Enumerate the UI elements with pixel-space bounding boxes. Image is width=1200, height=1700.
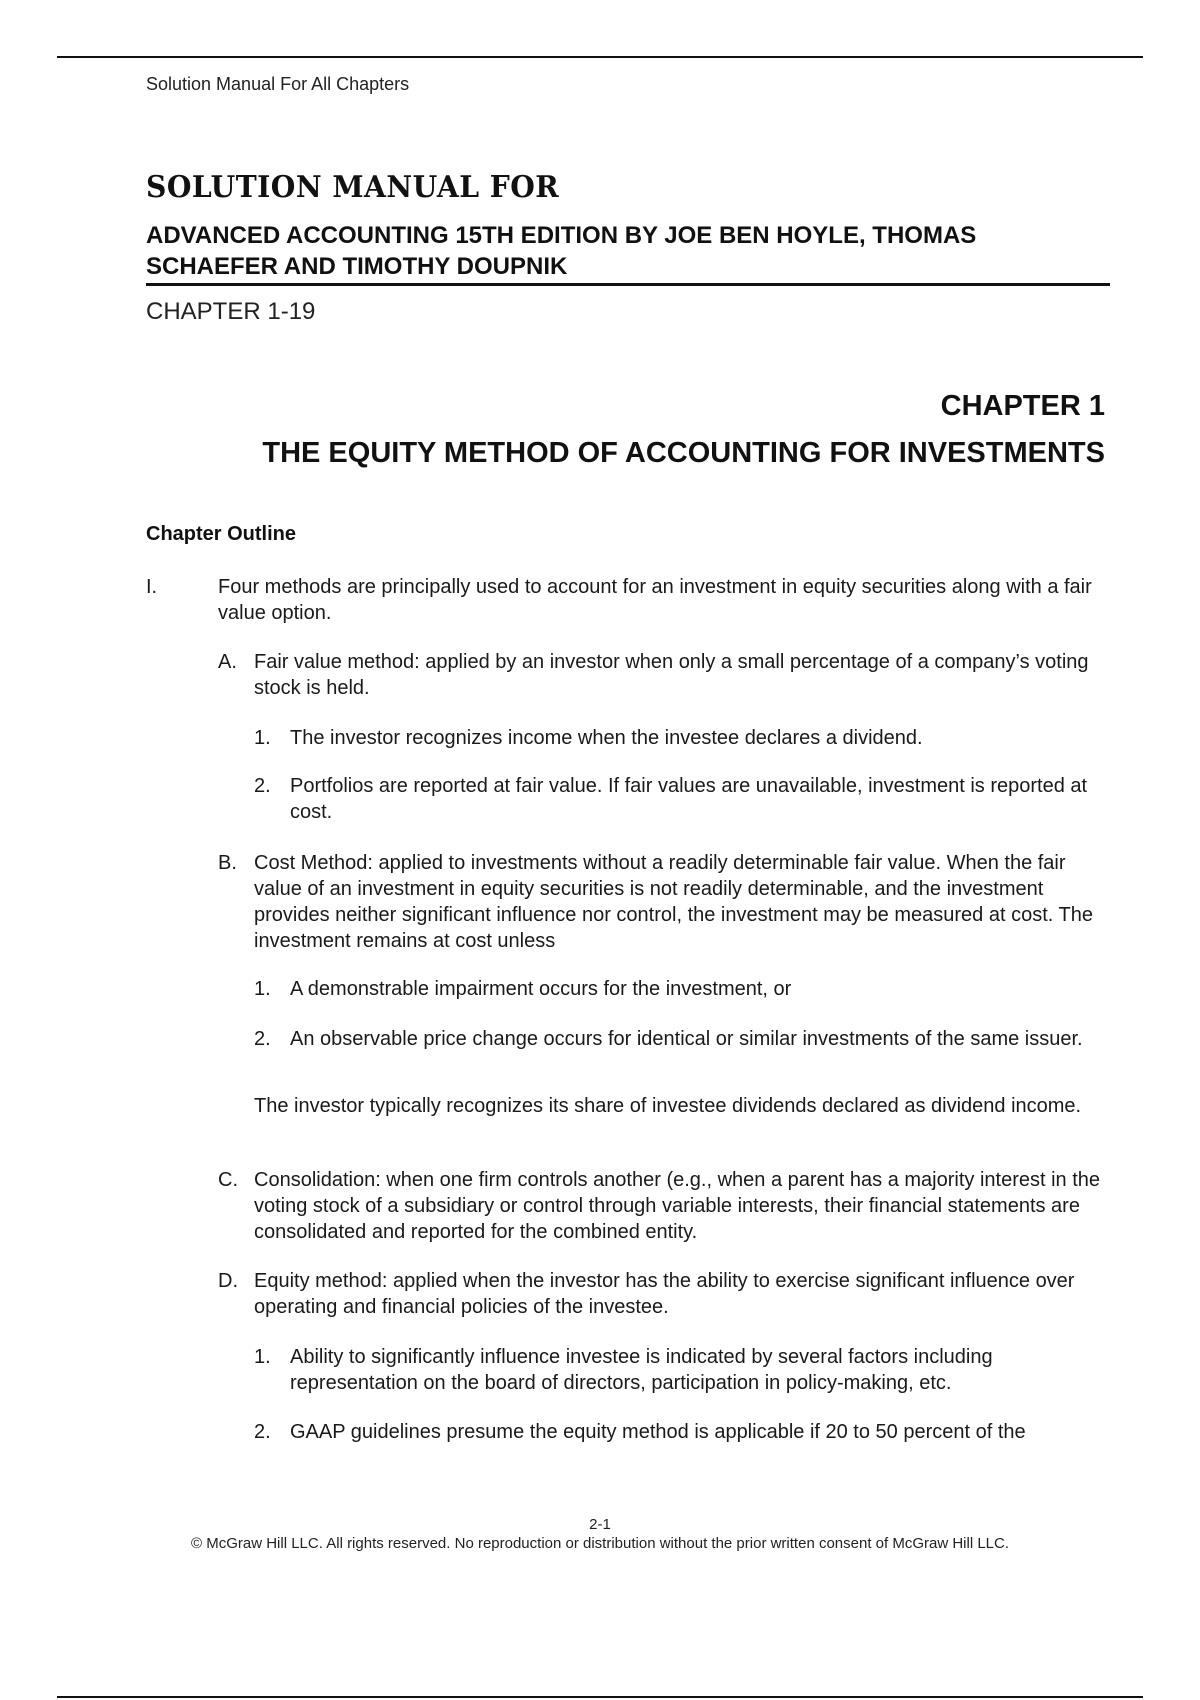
- outline-marker: 1.: [254, 1346, 271, 1368]
- outline-text: An observable price change occurs for identical or similar investments of the same issuer.: [290, 1028, 1083, 1050]
- outline-text: Fair value method: applied by an investor when only a small percentage of a company’s voting stock is held.: [254, 651, 1089, 699]
- outline-marker: 1.: [254, 727, 271, 749]
- outline-item-A2: [146, 773, 1110, 825]
- title-divider: [146, 283, 1110, 286]
- outline-item-B1: [146, 976, 1110, 1002]
- outline-marker: 1.: [254, 978, 271, 1000]
- outline-marker: 2.: [254, 1421, 271, 1443]
- outline-text: Four methods are principally used to account for an investment in equity securities along with a fair value option.: [218, 576, 1092, 624]
- outline-item-B: [146, 850, 1110, 954]
- outline-text: Consolidation: when one firm controls another (e.g., when a parent has a majority interest in the voting stock of a subsidiary or control through variable interests, their financial statements are consolidated and reported for the combined entity.: [254, 1169, 1101, 1243]
- outline-text: Portfolios are reported at fair value. If fair values are unavailable, investment is reported at cost.: [290, 775, 1088, 823]
- outline-marker: B.: [218, 852, 237, 874]
- chapter-title: THE EQUITY METHOD OF ACCOUNTING FOR INVESTMENTS: [262, 437, 1105, 469]
- outline-text: Equity method: applied when the investor has the ability to exercise significant influence over operating and financial policies of the investee.: [254, 1270, 1075, 1318]
- outline-text: Ability to significantly influence investee is indicated by several factors including representation on the board of directors, participation in policy-making, etc.: [290, 1346, 993, 1394]
- outline-text: GAAP guidelines presume the equity method is applicable if 20 to 50 percent of the: [290, 1421, 1026, 1443]
- outline-item-B2: [146, 1026, 1110, 1052]
- outline-text: The investor typically recognizes its share of investee dividends declared as dividend income.: [254, 1095, 1082, 1117]
- bottom-rule: [57, 1696, 1143, 1698]
- outline-marker: 2.: [254, 1028, 271, 1050]
- outline-marker: A.: [218, 651, 237, 673]
- outline-item-A1: [146, 725, 1110, 751]
- outline-item-D: [146, 1268, 1110, 1320]
- outline-marker: I.: [146, 576, 158, 598]
- outline-text: Cost Method: applied to investments without a readily determinable fair value. When the fair value of an investment in equity securities is not readily determinable, and the investment provides neither significant influence nor control, the investment may be measured at cost. The investment remains at cost unless: [254, 852, 1093, 952]
- outline-text: A demonstrable impairment occurs for the investment, or: [290, 978, 792, 1000]
- outline-item-I: [146, 574, 1110, 626]
- copyright-notice: © McGraw Hill LLC. All rights reserved. No reproduction or distribution without the prior written consent of McGraw Hill LLC.: [190, 1535, 1010, 1552]
- outline-heading: Chapter Outline: [146, 523, 297, 545]
- running-header: Solution Manual For All Chapters: [146, 74, 410, 94]
- book-title: ADVANCED ACCOUNTING 15TH EDITION BY JOE BEN HOYLE, THOMAS SCHAEFER AND TIMOTHY DOUPNIK: [146, 222, 977, 280]
- outline-item-A: [146, 649, 1110, 701]
- manual-title: SOLUTION MANUAL FOR: [146, 170, 560, 205]
- outline-marker: D.: [218, 1270, 238, 1292]
- outline-item-D1: [146, 1344, 1110, 1396]
- outline-text: The investor recognizes income when the investee declares a dividend.: [290, 727, 923, 749]
- chapter-range: CHAPTER 1-19: [146, 298, 316, 325]
- top-rule: [57, 56, 1143, 58]
- outline-marker: 2.: [254, 775, 271, 797]
- outline-marker: C.: [218, 1169, 238, 1191]
- chapter-number: CHAPTER 1: [940, 390, 1105, 422]
- outline-paragraph-B: [146, 1093, 1110, 1119]
- page-number: 2-1: [589, 1516, 611, 1533]
- outline-item-C: [146, 1167, 1110, 1245]
- outline-item-D2: [146, 1419, 1110, 1445]
